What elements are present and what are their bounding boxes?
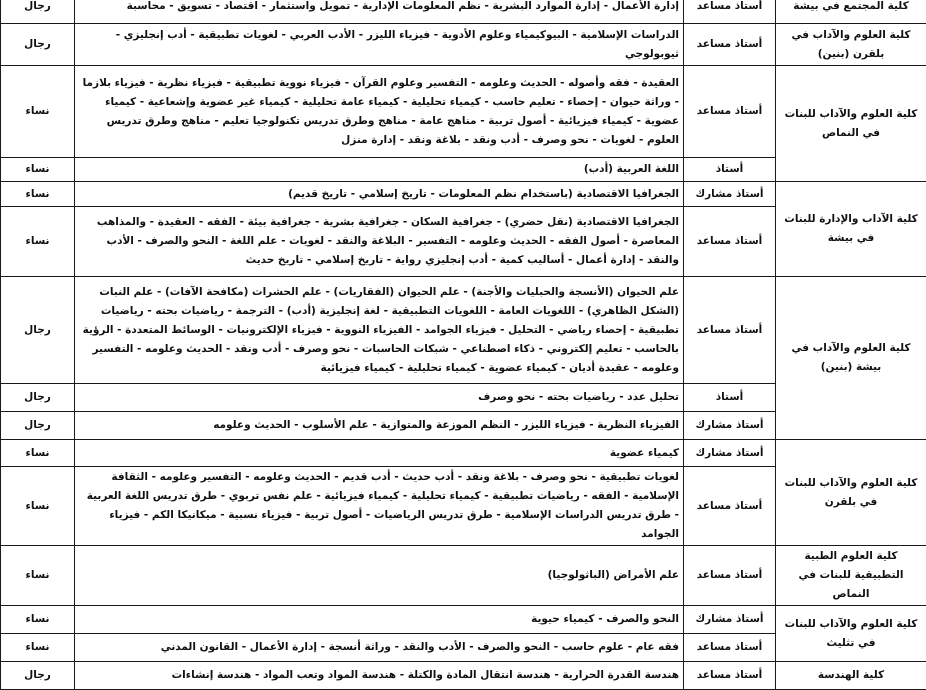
specializations: اللغة العربية (أدب) [75,158,684,182]
table-row [1,24,926,66]
college-name-science-arts-bisha-men: كلية العلوم والآداب في بيشة (بنين) [776,277,926,440]
academic-rank: أستاذ [684,158,776,182]
table-row [1,606,926,634]
academic-rank: أستاذ مشارك [684,412,776,440]
academic-rank: أستاذ مساعد [684,66,776,158]
college-name-community-bisha: كلية المجتمع في بيشة [776,0,926,24]
academic-rank: أستاذ مساعد [684,662,776,690]
specializations: العقيدة - فقه وأصوله - الحديث وعلومه - التفسير وعلوم القرآن - فيزياء نووية تطبيقية - فيزياء نظرية - فيزياء بلازما - وراثة حيوان - إحصاء - تعليم حاسب - كيمياء تحليلية - كيمياء عامة تحليلية - كيمياء غير عضوية وإشعاعية - كيمياء عضوية - كيمياء فيزيائية - أصول تربية - مناهج عامة - مناهج وطرق تدريس تكنولوجيا تعليم - مناهج وطرق تدريس العلوم - لغويات - نحو وصرف - أدب ونقد - بلاغة ونقد - إدارة منزل [75,66,684,158]
gender: نساء [1,606,75,634]
specializations: علم الأمراض (الباثولوجيا) [75,546,684,606]
gender: نساء [1,634,75,662]
college-name-science-arts-women-tathleeth: كلية العلوم والآداب للبنات في تثليث [776,606,926,662]
academic-rank: أستاذ مساعد [684,207,776,277]
table-row [1,277,926,384]
specializations: الدراسات الإسلامية - البيوكيمياء وعلوم الأدوية - فيزياء الليزر - الأدب العربي - لغويات تطبيقية - أدب إنجليزي - ثيوبولوجي [75,24,684,66]
gender: نساء [1,467,75,546]
academic-rank: أستاذ مساعد [684,24,776,66]
gender: رجال [1,24,75,66]
table-row [1,662,926,690]
specializations: تحليل عدد - رياضيات بحته - نحو وصرف [75,384,684,412]
specializations: علم الحيوان (الأنسجة والحبليات والأجنة) - علم الحيوان (الفقاريات) - علم الحشرات (مكافحة الآفات) - علم النبات (الشكل الظاهري) - اللغويات العامة - اللغويات التطبيقية - لغة إنجليزية (أدب) - الترجمة - رياضيات بحته - رياضيات تطبيقية - إحصاء رياضي - التحليل - فيزياء الجوامد - الفيزياء النووية - فيزياء الإلكترونيات - الوسائط المتعددة - الرؤية بالحاسب - تعليم إلكتروني - ذكاء اصطناعي - شبكات الحاسبات - نحو وصرف - أدب ونقد - الحديث وعلومه - التفسير وعلومه - عقيدة أديان - كيمياء عضوية - كيمياء تحليلية - كيمياء فيزيائية [75,277,684,384]
college-name-science-arts-balqarn-men: كلية العلوم والآداب في بلقرن (بنين) [776,24,926,66]
gender: نساء [1,158,75,182]
table-row [1,182,926,207]
gender: نساء [1,66,75,158]
academic-rank: أستاذ مساعد [684,0,776,24]
academic-rank: أستاذ مشارك [684,606,776,634]
academic-rank: أستاذ [684,384,776,412]
specializations: لغويات تطبيقية - نحو وصرف - بلاغة ونقد - أدب حديث - أدب قديم - الحديث وعلومه - التفسير وعلومه - الثقافة الإسلامية - الفقه - رياضيات تطبيقية - كيمياء تحليلية - كيمياء فيزيائية - علم نفس تربوي - طرق تدريس اللغة العربية - طرق تدريس الدراسات الإسلامية - طرق تدريس الرياضيات - أصول تربية - فيزياء نسبية - ميكانيكا الكم - فيزياء الجوامد [75,467,684,546]
table-row [1,546,926,606]
academic-rank: أستاذ مساعد [684,467,776,546]
gender: رجال [1,0,75,24]
specializations: الفيزياء النظرية - فيزياء الليزر - النظم الموزعة والمتوازية - علم الأسلوب - الحديث وعلومه [75,412,684,440]
gender: رجال [1,412,75,440]
gender: نساء [1,207,75,277]
academic-rank: أستاذ مساعد [684,546,776,606]
academic-rank: أستاذ مشارك [684,440,776,467]
specializations: فقه عام - علوم حاسب - النحو والصرف - الأدب والنقد - وراثة أنسجة - إدارة الأعمال - القانون المدني [75,634,684,662]
specializations: النحو والصرف - كيمياء حيوية [75,606,684,634]
specializations: إدارة الأعمال - إدارة الموارد البشرية - نظم المعلومات الإدارية - تمويل واستثمار - اقتصاد - تسويق - محاسبة [75,0,684,24]
academic-rank: أستاذ مشارك [684,182,776,207]
college-name-applied-medical-women-namas: كلية العلوم الطبية التطبيقية للبنات في النماص [776,546,926,606]
gender: رجال [1,277,75,384]
college-name-science-arts-women-balqarn: كلية العلوم والآداب للبنات في بلقرن [776,440,926,546]
gender: رجال [1,662,75,690]
specializations: هندسة القدرة الحرارية - هندسة انتقال المادة والكتلة - هندسة المواد وتعب المواد - هندسة إنشاءات [75,662,684,690]
specializations: كيمياء عضوية [75,440,684,467]
gender: رجال [1,384,75,412]
gender: نساء [1,546,75,606]
specializations: الجغرافيا الاقتصادية (نقل حضري) - جغرافية السكان - جغرافية بشرية - جغرافية بيئة - الفقه - العقيدة - والمذاهب المعاصرة - أصول الفقه - الحديث وعلومه - التفسير - البلاغة والنقد - لغويات - علم اللغة - النحو والصرف - الأدب والنقد - إدارة أعمال - أساليب كمية - أدب إنجليزي رواية - تاريخ إسلامي - تاريخ حديث [75,207,684,277]
table-row [1,440,926,467]
gender: نساء [1,182,75,207]
college-name-arts-admin-women-bisha: كلية الآداب والإدارة للبنات في بيشة [776,182,926,277]
specializations: الجغرافيا الاقتصادية (باستخدام نظم المعلومات - تاريخ إسلامي - تاريخ قديم) [75,182,684,207]
table-row [1,66,926,158]
academic-rank: أستاذ مساعد [684,277,776,384]
table-row [1,0,926,24]
college-name-engineering: كلية الهندسة [776,662,926,690]
academic-rank: أستاذ مساعد [684,634,776,662]
gender: نساء [1,440,75,467]
college-name-science-arts-women-namas: كلية العلوم والآداب للبنات في النماص [776,66,926,182]
